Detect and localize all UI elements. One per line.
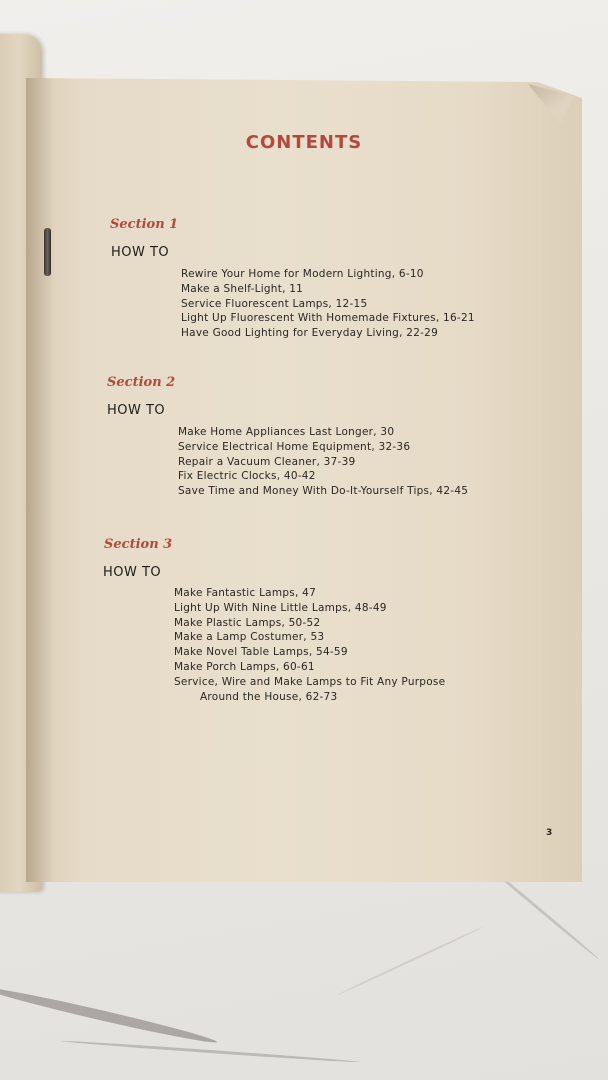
section-3-entries	[174, 586, 445, 704]
list-item: Light Up With Nine Little Lamps, 48-49	[174, 601, 387, 614]
list-item-continuation: Around the House, 62-73	[200, 690, 338, 703]
list-item: Service Electrical Home Equipment, 32-36	[178, 440, 411, 453]
section-1-label: Section 1	[110, 217, 179, 232]
list-item: Make Plastic Lamps, 50-52	[174, 616, 321, 629]
list-item: Fix Electric Clocks, 40-42	[178, 470, 316, 483]
list-item: Save Time and Money With Do-It-Yourself Tips, 42-45	[178, 485, 469, 498]
list-item: Make Novel Table Lamps, 54-59	[174, 646, 348, 659]
section-3-heading: HOW TO	[103, 565, 162, 580]
list-item: Rewire Your Home for Modern Lighting, 6-10	[181, 268, 424, 280]
section-2-heading: HOW TO	[107, 403, 166, 418]
marble-vein	[60, 1040, 359, 1064]
section-1-entries	[181, 267, 475, 341]
list-item: Make a Shelf-Light, 11	[181, 282, 304, 295]
page-number: 3	[546, 828, 553, 838]
spine-shadow	[26, 78, 54, 882]
marble-vein	[0, 983, 218, 1047]
list-item: Make Porch Lamps, 60-61	[174, 660, 315, 673]
list-item: Make Fantastic Lamps, 47	[174, 587, 317, 599]
list-item: Repair a Vacuum Cleaner, 37-39	[178, 455, 356, 468]
list-item: Make Home Appliances Last Longer, 30	[178, 426, 395, 438]
section-1-heading: HOW TO	[111, 245, 170, 260]
section-2-label: Section 2	[107, 375, 176, 390]
list-item: Light Up Fluorescent With Homemade Fixtures, 16-21	[181, 312, 475, 325]
marble-vein	[337, 926, 483, 995]
list-item: Service, Wire and Make Lamps to Fit Any Purpose	[174, 675, 446, 688]
section-3-label: Section 3	[104, 537, 173, 552]
list-item: Have Good Lighting for Everyday Living, 22-29	[181, 327, 439, 340]
list-item: Make a Lamp Costumer, 53	[174, 631, 325, 644]
section-2-entries	[178, 425, 468, 499]
list-item: Service Fluorescent Lamps, 12-15	[181, 297, 368, 310]
contents-title: CONTENTS	[245, 132, 363, 153]
staple	[44, 228, 51, 276]
